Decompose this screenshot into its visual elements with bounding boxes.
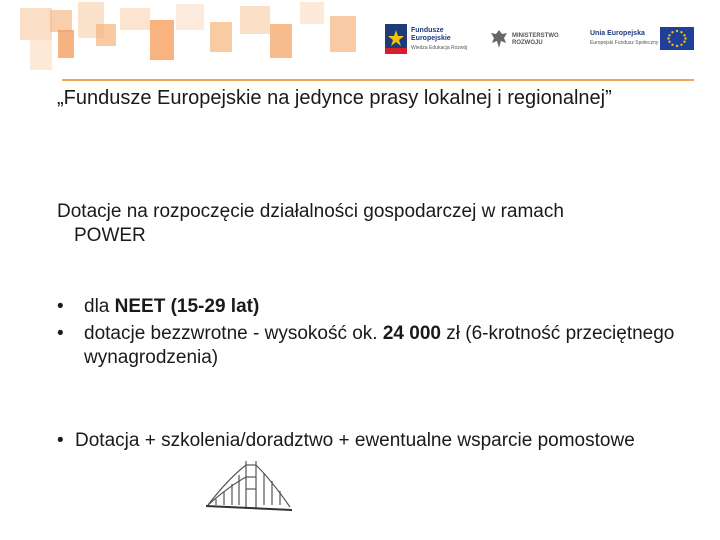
decorative-squares [0,0,370,90]
list-item [57,322,677,370]
list-item [57,429,677,453]
bullet-list [57,295,677,373]
bullet-text-bold: 24 000 [382,323,441,344]
fe-line3: Wiedza Edukacja Rozwój [411,45,468,51]
bullet-marker: • [57,430,64,451]
bullet-text-pre: dotacje bezzwrotne - wysokość ok. [84,323,383,344]
ministerstwo-rozwoju-logo [490,20,575,60]
fe-line1: Fundusze [411,27,444,34]
logo-bar [385,20,695,62]
ue-line1: Unia Europejska [590,30,645,37]
header-divider [62,79,694,81]
bullet-text-bold: NEET (15-29 lat) [114,296,260,317]
page-title: „Fundusze Europejskie na jedynce prasy lokalnej i regionalnej” [57,87,612,109]
list-item [57,295,677,319]
eu-flag-icon [660,27,694,50]
mr-line1: MINISTERSTWO [512,33,559,39]
unia-europejska-logo [590,20,700,60]
section-heading [57,200,687,248]
ue-line2: Europejski Fundusz Społeczny [590,40,659,46]
section-heading-line1: Dotacje na rozpoczęcie działalności gospodarczej w ramach [57,201,564,222]
bullet-text: Dotacja + szkolenia/doradztwo + ewentualne wsparcie pomostowe [75,430,635,451]
bullet-marker: • [57,323,64,344]
fundusze-europejskie-logo [385,20,475,60]
bullet-text-pre: dla [84,296,115,317]
bridge-illustration-icon [206,459,292,514]
fe-line2: Europejskie [411,35,451,42]
eagle-icon [490,28,508,50]
mr-line2: ROZWOJU [512,40,543,46]
bullet-text-post: zł (6-krotność przeciętnego wynagrodzenia) [84,323,675,368]
fe-star-icon [385,24,407,54]
bullet-marker: • [57,296,64,317]
section-heading-line2: POWER [74,225,146,246]
